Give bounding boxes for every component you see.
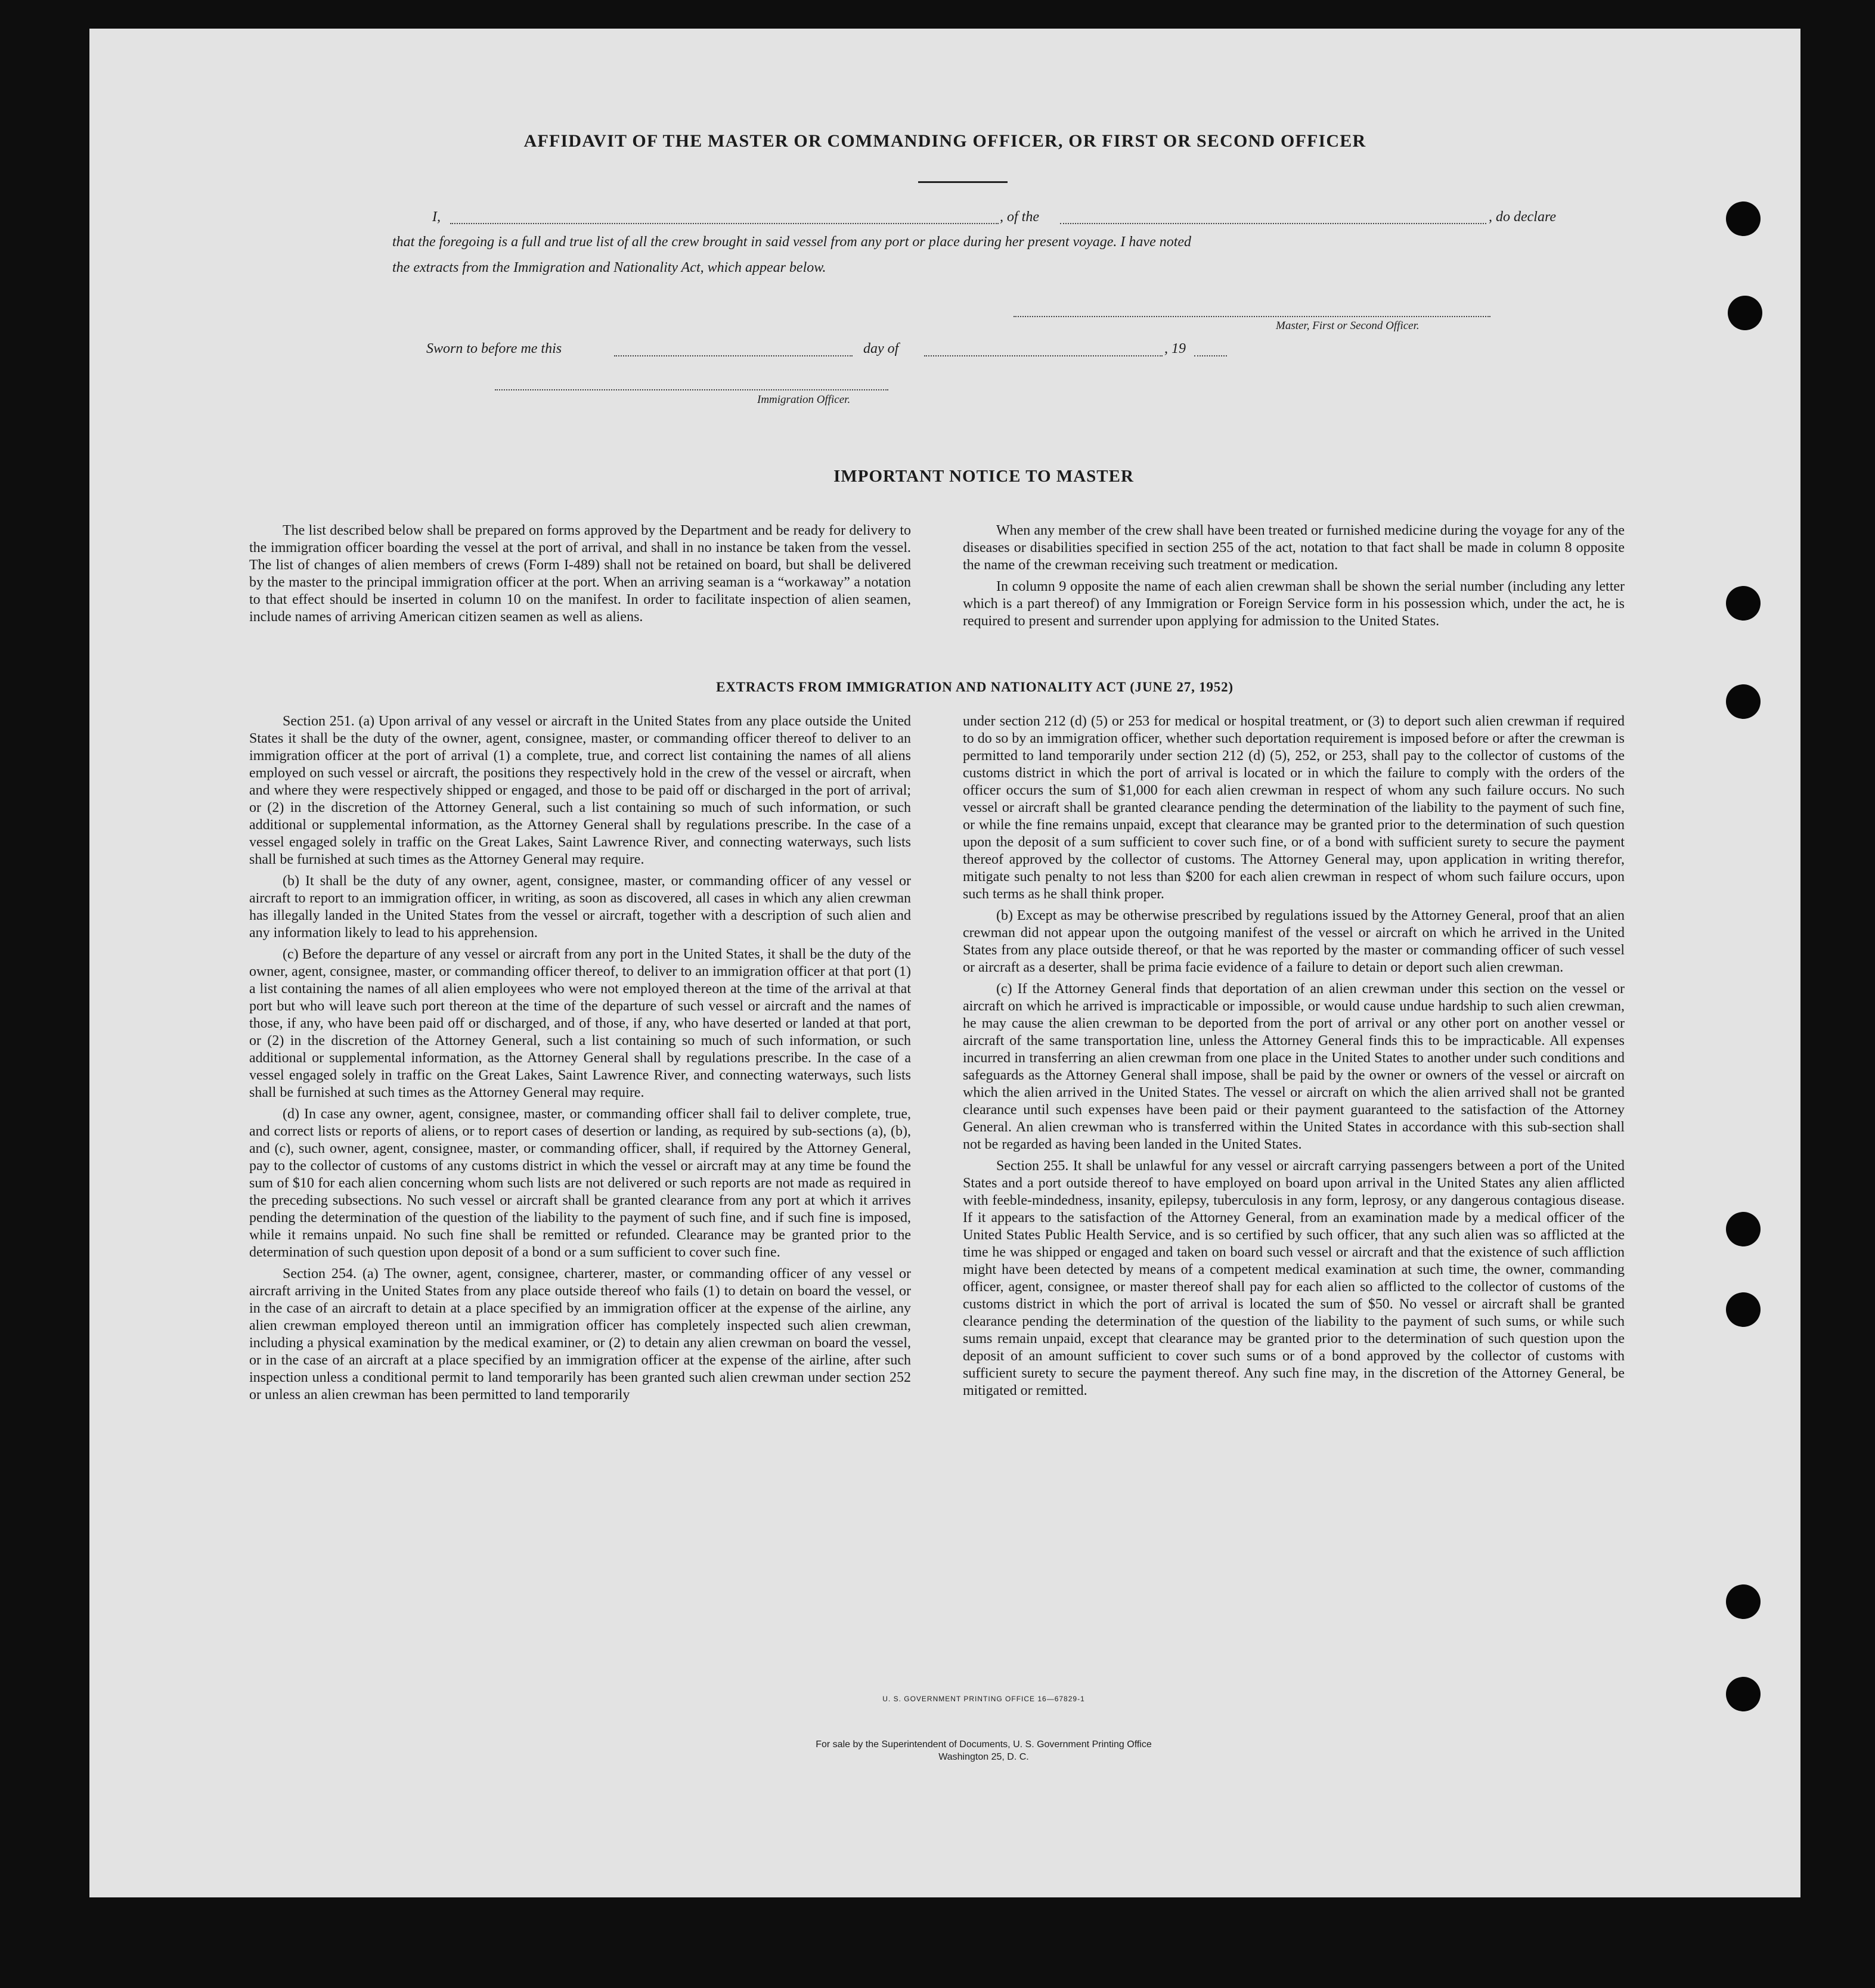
statement-line-1: that the foregoing is a full and true list of all the crew brought in said vessel from any port or place during her present voyage. I have noted xyxy=(392,234,1192,250)
officer-caption: Immigration Officer. xyxy=(757,393,851,406)
name-field[interactable] xyxy=(450,223,999,224)
notice-paragraph: The list described below shall be prepared on forms approved by the Department and be ready for delivery to the immigration officer boarding the vessel at the port of arrival, and shall in no instance be taken from the vessel. The list of changes of alien members of crews (Form I-489) shall not be retained on board, but shall be delivered by the master to the principal immigration officer at the port. When an arriving seaman is a “workaway” a notation to that effect should be inserted in column 10 on the manifest. In order to facilitate inspection of alien seamen, include names of arriving American citizen seamen as well as aliens. xyxy=(249,523,911,625)
signature-caption: Master, First or Second Officer. xyxy=(1276,320,1420,332)
act-paragraph: (c) If the Attorney General finds that deportation of an alien crewman under this section on the vessel or aircraft on which he arrived is impracticable or impossible, or would cause undue hardship to such alien crewman, he may cause the alien crewman to be deported from the port of arrival or any other port on another vessel or aircraft of the same transportation line, unless the Attorney General finds this to be impracticable. All expenses incurred in transferring an alien crewman from one place in the United States to another under such conditions and safeguards as the Attorney General shall impose, shall be paid by the owner or owners of the vessel or aircraft on which the alien arrived in the United States. The vessel or aircraft on which the alien arrived shall not be granted clearance until such expenses have been paid or their payment guaranteed to the satisfaction of the Attorney General. An alien crewman who is transferred within the United States in accordance with this sub-section shall not be regarded as having been landed in the United States. xyxy=(963,981,1625,1152)
act-paragraph: Section 255. It shall be unlawful for any vessel or aircraft carrying passengers between a port of the United States and a port outside thereof to have employed on board upon arrival in the United States any alien afflicted with feeble-mindedness, insanity, epilepsy, tuberculosis in any form, leprosy, or any dangerous contagious disease. If it appears to the satisfaction of the Attorney General, from an examination made by a medical officer of the United States Public Health Service, and is so certified by such officer, that any such alien was so afflicted at the time he was shipped or engaged and taken on board such vessel or aircraft and that the existence of such affliction might have been detected by means of a competent medical examination at such time, the owner, commanding officer, agent, consignee, or master thereof shall pay for each alien so afflicted to the collector of customs of the customs district in which the port of arrival is located the sum of $50. No vessel or aircraft shall be granted clearance pending the determination of the question of the liability to the payment of such sums, or while such sums remain unpaid, except that clearance may be granted prior to the determination of such question upon the deposit of an amount sufficient to cover such sums or of a bond approved by the collector of customs with sufficient surety to secure the payment thereof. Any such fine may, in the discretion of the Attorney General, be mitigated or remitted. xyxy=(963,1158,1625,1398)
sale-line-1: For sale by the Superintendent of Documents, U. S. Government Printing Office xyxy=(816,1739,1152,1750)
do-declare-label: , do declare xyxy=(1489,209,1557,225)
extracts-title: EXTRACTS FROM IMMIGRATION AND NATIONALITY ACT (JUNE 27, 1952) xyxy=(716,680,1234,694)
act-paragraph: (c) Before the departure of any vessel or aircraft from any port in the United States, it shall be the duty of the owner, agent, consignee, master, or commanding officer thereof, to deliver to an immigration officer at that port (1) a list containing the names of all alien employees who were not employed thereon at the time of the arrival at that port but who will leave such port thereon at the time of the departure of such vessel or aircraft and the names of those, if any, who have been paid off or discharged, and of those, if any, who have deserted or landed at that port, or (2) in the discretion of the Attorney General, such a list containing so much of such information, or such additional or supplemental information, as the Attorney General shall by regulations prescribe. In the case of a vessel engaged solely in traffic on the Great Lakes, Saint Lawrence River, and connecting waterways, such lists shall be furnished at such times as the Attorney General may require. xyxy=(249,947,911,1100)
extracts-right-column xyxy=(963,713,1625,1404)
punch-hole xyxy=(1728,296,1762,330)
punch-hole xyxy=(1726,1292,1761,1327)
day-of-label: day of xyxy=(863,341,899,356)
act-paragraph: Section 251. (a) Upon arrival of any vessel or aircraft in the United States from any place outside the United States it shall be the duty of the owner, agent, consignee, master, or commanding officer thereof to deliver to an immigration officer at the port of arrival (1) a complete, true, and correct list containing the names of all aliens employed on such vessel or aircraft, the positions they respectively hold in the crew of the vessel or aircraft, when and where they were respectively shipped or engaged, and those to be paid off or discharged in the port of arrival; or (2) in the discretion of the Attorney General, such a list containing so much of such information, or such additional or supplemental information, as the Attorney General shall by regulations prescribe. In the case of a vessel engaged solely in traffic on the Great Lakes, Saint Lawrence River, and connecting waterways, such lists shall be furnished at such times as the Attorney General may require. xyxy=(249,714,911,867)
extracts-left-column xyxy=(249,713,911,1408)
sworn-month-field[interactable] xyxy=(924,355,1163,356)
notice-right-column xyxy=(963,522,1625,634)
notice-paragraph: When any member of the crew shall have been treated or furnished medicine during the voyage for any of the diseases or disabilities specified in section 255 of the act, notation to that fact shall be made in column 8 opposite the name of the crewman receiving such treatment or medication. xyxy=(963,523,1625,573)
i-label: I, xyxy=(432,209,441,225)
year-label: , 19 xyxy=(1164,341,1186,356)
sale-notice xyxy=(626,1738,1341,1763)
punch-hole xyxy=(1726,1212,1761,1246)
printing-office-imprint: U. S. GOVERNMENT PRINTING OFFICE 16—67829-1 xyxy=(882,1695,1085,1703)
act-paragraph: under section 212 (d) (5) or 253 for medical or hospital treatment, or (3) to deport such alien crewman if required to do so by an immigration officer, whether such deportation requirement is imposed before or after the crewman is permitted to land temporarily under section 212 (d) (5), 252, or 253, shall pay to the collector of customs of the customs district in which the port of arrival is located or in which the failure to comply with the orders of the officer occurs the sum of $1,000 for each alien crewman in respect of whom any such failure occurs. No such vessel or aircraft shall be granted clearance pending the determination of the liability to the payment of such fine, or while the fine remains unpaid, except that clearance may be granted prior to the determination of such question upon the deposit of a sum sufficient to cover such fine, or of a bond with sufficient surety to secure the payment thereof approved by the collector of customs. The Attorney General may, upon application in writing therefor, mitigate such penalty to not less than $200 for each alien crewman in respect of whom such failure occurs, upon such terms as he shall think proper. xyxy=(963,714,1625,902)
affidavit-title: AFFIDAVIT OF THE MASTER OR COMMANDING OFFICER, OR FIRST OR SECOND OFFICER xyxy=(523,131,1366,151)
document-page xyxy=(89,29,1800,1897)
statement-line-2: the extracts from the Immigration and Nationality Act, which appear below. xyxy=(392,260,826,275)
officer-signature-field[interactable] xyxy=(495,389,888,390)
notice-left-column xyxy=(249,522,911,630)
act-paragraph: Section 254. (a) The owner, agent, consignee, charterer, master, or commanding officer of any vessel or aircraft arriving in the United States from any place outside thereof who fails (1) to detain on board the vessel, or in the case of an aircraft to detain at a place specified by an immigration officer at the expense of the airline, any alien crewman employed thereon until an immigration officer has completely inspected such alien crewman, including a physical examination by the medical examiner, or (2) to detain any alien crewman on board the vessel, or in the case of an aircraft at a place specified by an immigration officer at the expense of the airline, after such inspection unless a conditional permit to land temporarily has been granted such alien crewman under section 252 or unless an alien crewman has been permitted to land temporarily xyxy=(249,1266,911,1403)
notice-title: IMPORTANT NOTICE TO MASTER xyxy=(833,467,1134,486)
sworn-label: Sworn to before me this xyxy=(426,341,562,356)
master-signature-field[interactable] xyxy=(1014,316,1490,317)
act-paragraph: (b) Except as may be otherwise prescribed by regulations issued by the Attorney General, proof that an alien crewman did not appear upon the outgoing manifest of the vessel or aircraft on which he arrived in the United States from any place outside thereof, or that he was reported by the master or commanding officer of such vessel or aircraft as a deserter, shall be prima facie evidence of a failure to detain or deport such alien crewman. xyxy=(963,908,1625,975)
act-paragraph: (d) In case any owner, agent, consignee, master, or commanding officer shall fail to deliver complete, true, and correct lists or reports of aliens, or to report cases of desertion or landing, as required by sub-sections (a), (b), and (c), such owner, agent, consignee, master, or commanding officer, shall, if required by the Attorney General, pay to the collector of customs of any customs district in which the vessel or aircraft may at any time be found the sum of $10 for each alien concerning whom such lists are not delivered or such reports are not made as required in the preceding subsections. No such vessel or aircraft shall be granted clearance from any port at which it arrives pending the determination of the question of the liability to the payment of such fine, and if such fine is imposed, while it remains unpaid. No such fine shall be remitted or refunded. Clearance may be granted prior to the determination of such question upon deposit of a bond or a sum sufficient to cover such fine. xyxy=(249,1106,911,1260)
of-the-label: , of the xyxy=(1000,209,1039,225)
act-paragraph: (b) It shall be the duty of any owner, agent, consignee, master, or commanding officer of any vessel or aircraft to report to an immigration officer, in writing, as soon as discovered, all cases in which any alien crewman has illegally landed in the United States from the vessel or aircraft, together with a description of such alien and any information likely to lead to his apprehension. xyxy=(249,873,911,941)
vessel-field[interactable] xyxy=(1060,223,1486,224)
notice-paragraph: In column 9 opposite the name of each alien crewman shall be shown the serial number (including any letter which is a part thereof) of any Immigration or Foreign Service form in his possession which, under the act, he is required to present and surrender upon applying for admission to the United States. xyxy=(963,579,1625,629)
sale-line-2: Washington 25, D. C. xyxy=(938,1752,1029,1762)
punch-hole xyxy=(1726,1677,1761,1711)
sworn-year-field[interactable] xyxy=(1194,355,1227,356)
punch-hole xyxy=(1726,201,1761,236)
title-rule xyxy=(918,181,1008,183)
sworn-day-field[interactable] xyxy=(614,355,853,356)
punch-hole xyxy=(1726,1584,1761,1619)
punch-hole xyxy=(1726,586,1761,621)
